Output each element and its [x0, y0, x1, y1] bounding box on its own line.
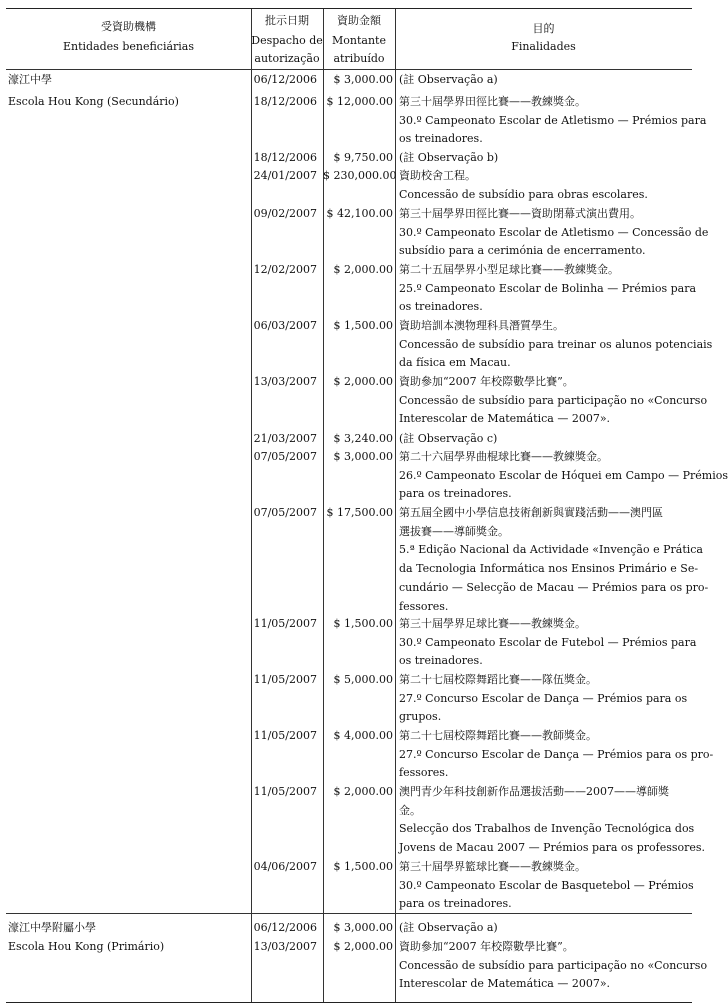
row-purpose-line: 30.º Campeonato Escolar de Atletismo — Prémios para	[399, 113, 707, 127]
row-date: 24/01/2007	[253, 169, 317, 182]
row-purpose-line: para os treinadores.	[399, 897, 512, 911]
row-purpose-line: Concessão de subsídio para treinar os alunos potenciais	[399, 337, 713, 351]
row-amount: $ 17,500.00	[326, 506, 393, 519]
header-date-zh: 批示日期	[265, 14, 309, 27]
row-date: 07/05/2007	[253, 450, 317, 463]
row-purpose-line: fessores.	[399, 766, 449, 780]
entity-name-pt: Escola Hou Kong (Primário)	[8, 940, 165, 953]
header-purpose-pt: Finalidades	[511, 40, 576, 53]
row-date: 07/05/2007	[253, 506, 317, 519]
entity-name-zh: 濠江中學附屬小學	[8, 921, 96, 934]
row-purpose-line: 第二十五屆學界小型足球比賽——教練獎金。	[399, 263, 619, 276]
row-amount: $ 1,500.00	[333, 860, 393, 873]
row-purpose-line: da Tecnologia Informática nos Ensinos Primário e Se-	[399, 562, 699, 576]
row-amount: $ 3,000.00	[333, 73, 393, 86]
row-purpose-line: 第二十七屆校際舞蹈比賽——隊伍獎金。	[399, 673, 597, 686]
row-purpose-line: grupos.	[399, 710, 442, 724]
entity-name-zh: 濠江中學	[8, 73, 52, 86]
section-divider	[6, 913, 692, 914]
row-purpose-line: Concessão de subsídio para participação no «Concurso	[399, 958, 708, 972]
row-purpose-line: 30.º Campeonato Escolar de Atletismo — Concessão de	[399, 225, 709, 239]
row-purpose-line: 第三十屆學界田徑比賽——教練獎金。	[399, 95, 586, 108]
row-date: 18/12/2006	[253, 95, 317, 108]
row-amount: $ 1,500.00	[333, 319, 393, 332]
row-purpose-line: 第三十屆學界足球比賽——教練獎金。	[399, 617, 586, 630]
entity-name-pt: Escola Hou Kong (Secundário)	[8, 95, 179, 108]
row-purpose-line: da física em Macau.	[399, 356, 511, 370]
row-date: 11/05/2007	[253, 617, 317, 630]
row-amount: $ 5,000.00	[333, 673, 393, 686]
row-purpose-line: 第二十六屆學界曲棍球比賽——教練獎金。	[399, 450, 608, 463]
row-amount: $ 4,000.00	[333, 729, 393, 742]
row-purpose-line: 第三十屆學界籃球比賽——教練獎金。	[399, 860, 586, 873]
row-purpose-line: 金。	[399, 803, 421, 817]
row-purpose-line: 第三十屆學界田徑比賽——資助閉幕式演出費用。	[399, 207, 641, 220]
row-date: 11/05/2007	[253, 785, 317, 798]
row-purpose-line: (註 Observação c)	[399, 432, 498, 445]
row-purpose-line: Selecção dos Trabalhos de Invenção Tecnológica dos	[399, 822, 695, 836]
row-date: 11/05/2007	[253, 729, 317, 742]
row-date: 06/12/2006	[253, 73, 317, 86]
row-purpose-line: 資助校舍工程。	[399, 169, 476, 182]
row-purpose-line: 澳門青少年科技創新作品選拔活動——2007——導師獎	[399, 785, 669, 798]
row-date: 04/06/2007	[253, 860, 317, 873]
row-purpose-line: os treinadores.	[399, 132, 483, 146]
row-purpose-line: para os treinadores.	[399, 487, 512, 501]
row-date: 09/02/2007	[253, 207, 317, 220]
header-amount-zh: 資助金額	[337, 14, 381, 27]
header-entity-zh: 受資助機構	[101, 20, 156, 33]
row-purpose-line: 5.ª Edição Nacional da Actividade «Invenção e Prática	[399, 543, 703, 557]
row-purpose-line: 資助培訓本澳物理科具潛質學生。	[399, 319, 564, 332]
row-date: 06/12/2006	[253, 921, 317, 934]
header-amount-pt-2: atribuído	[333, 52, 385, 65]
row-purpose-line: fessores.	[399, 599, 449, 613]
row-date: 13/03/2007	[253, 940, 317, 953]
row-purpose-line: cundário — Selecção de Macau — Prémios para os pro-	[399, 580, 709, 594]
header-amount-pt-1: Montante	[332, 34, 386, 47]
row-purpose-line: 30.º Campeonato Escolar de Futebol — Prémios para	[399, 635, 697, 649]
row-purpose-line: Interescolar de Matemática — 2007».	[399, 412, 611, 426]
row-amount: $ 3,240.00	[333, 432, 393, 445]
row-purpose-line: Concessão de subsídio para obras escolares.	[399, 187, 648, 201]
row-amount: $ 12,000.00	[326, 95, 393, 108]
row-amount: $ 1,500.00	[333, 617, 393, 630]
row-purpose-line: 26.º Campeonato Escolar de Hóquei em Campo — Prémios	[399, 468, 728, 482]
column-divider	[395, 9, 396, 1002]
row-amount: $ 42,100.00	[326, 207, 393, 220]
row-amount: $ 2,000.00	[333, 375, 393, 388]
row-purpose-line: 選拔賽——導師獎金。	[399, 524, 509, 538]
row-purpose-line: Concessão de subsídio para participação no «Concurso	[399, 393, 708, 407]
subsidy-table	[6, 8, 728, 1003]
header-date-pt-1: Despacho de	[251, 34, 323, 47]
row-purpose-line: 27.º Concurso Escolar de Dança — Prémios para os	[399, 691, 688, 705]
row-purpose-line: subsídio para a cerimónia de encerramento.	[399, 244, 646, 258]
row-purpose-line: 27.º Concurso Escolar de Dança — Prémios para os pro-	[399, 747, 714, 761]
row-amount: $ 9,750.00	[333, 151, 393, 164]
row-amount: $ 230,000.00	[323, 169, 397, 182]
row-date: 18/12/2006	[253, 151, 317, 164]
row-purpose-line: os treinadores.	[399, 300, 483, 314]
row-purpose-line: (註 Observação b)	[399, 151, 499, 164]
row-purpose-line: 資助參加“2007 年校際數學比賽”。	[399, 940, 574, 953]
row-purpose-line: (註 Observação a)	[399, 921, 498, 934]
header-divider	[6, 69, 692, 70]
row-purpose-line: 30.º Campeonato Escolar de Basquetebol — Prémios	[399, 878, 694, 892]
row-purpose-line: 25.º Campeonato Escolar de Bolinha — Prémios para	[399, 281, 697, 295]
row-amount: $ 2,000.00	[333, 940, 393, 953]
header-date-pt-2: autorização	[254, 52, 320, 65]
row-purpose-line: (註 Observação a)	[399, 73, 498, 86]
row-date: 12/02/2007	[253, 263, 317, 276]
row-purpose-line: Interescolar de Matemática — 2007».	[399, 977, 611, 991]
row-date: 06/03/2007	[253, 319, 317, 332]
row-amount: $ 3,000.00	[333, 921, 393, 934]
header-purpose-zh: 目的	[532, 22, 555, 35]
row-amount: $ 3,000.00	[333, 450, 393, 463]
row-purpose-line: 資助參加“2007 年校際數學比賽”。	[399, 375, 574, 388]
row-purpose-line: 第五屆全國中小學信息技術創新與實踐活動——澳門區	[399, 506, 663, 519]
row-purpose-line: os treinadores.	[399, 654, 483, 668]
row-amount: $ 2,000.00	[333, 263, 393, 276]
row-purpose-line: 第二十七屆校際舞蹈比賽——教師獎金。	[399, 729, 597, 742]
row-purpose-line: Jovens de Macau 2007 — Prémios para os professores.	[399, 841, 706, 855]
row-date: 13/03/2007	[253, 375, 317, 388]
row-date: 11/05/2007	[253, 673, 317, 686]
header-entity-pt: Entidades beneficiárias	[62, 40, 195, 53]
row-date: 21/03/2007	[253, 432, 317, 445]
row-amount: $ 2,000.00	[333, 785, 393, 798]
